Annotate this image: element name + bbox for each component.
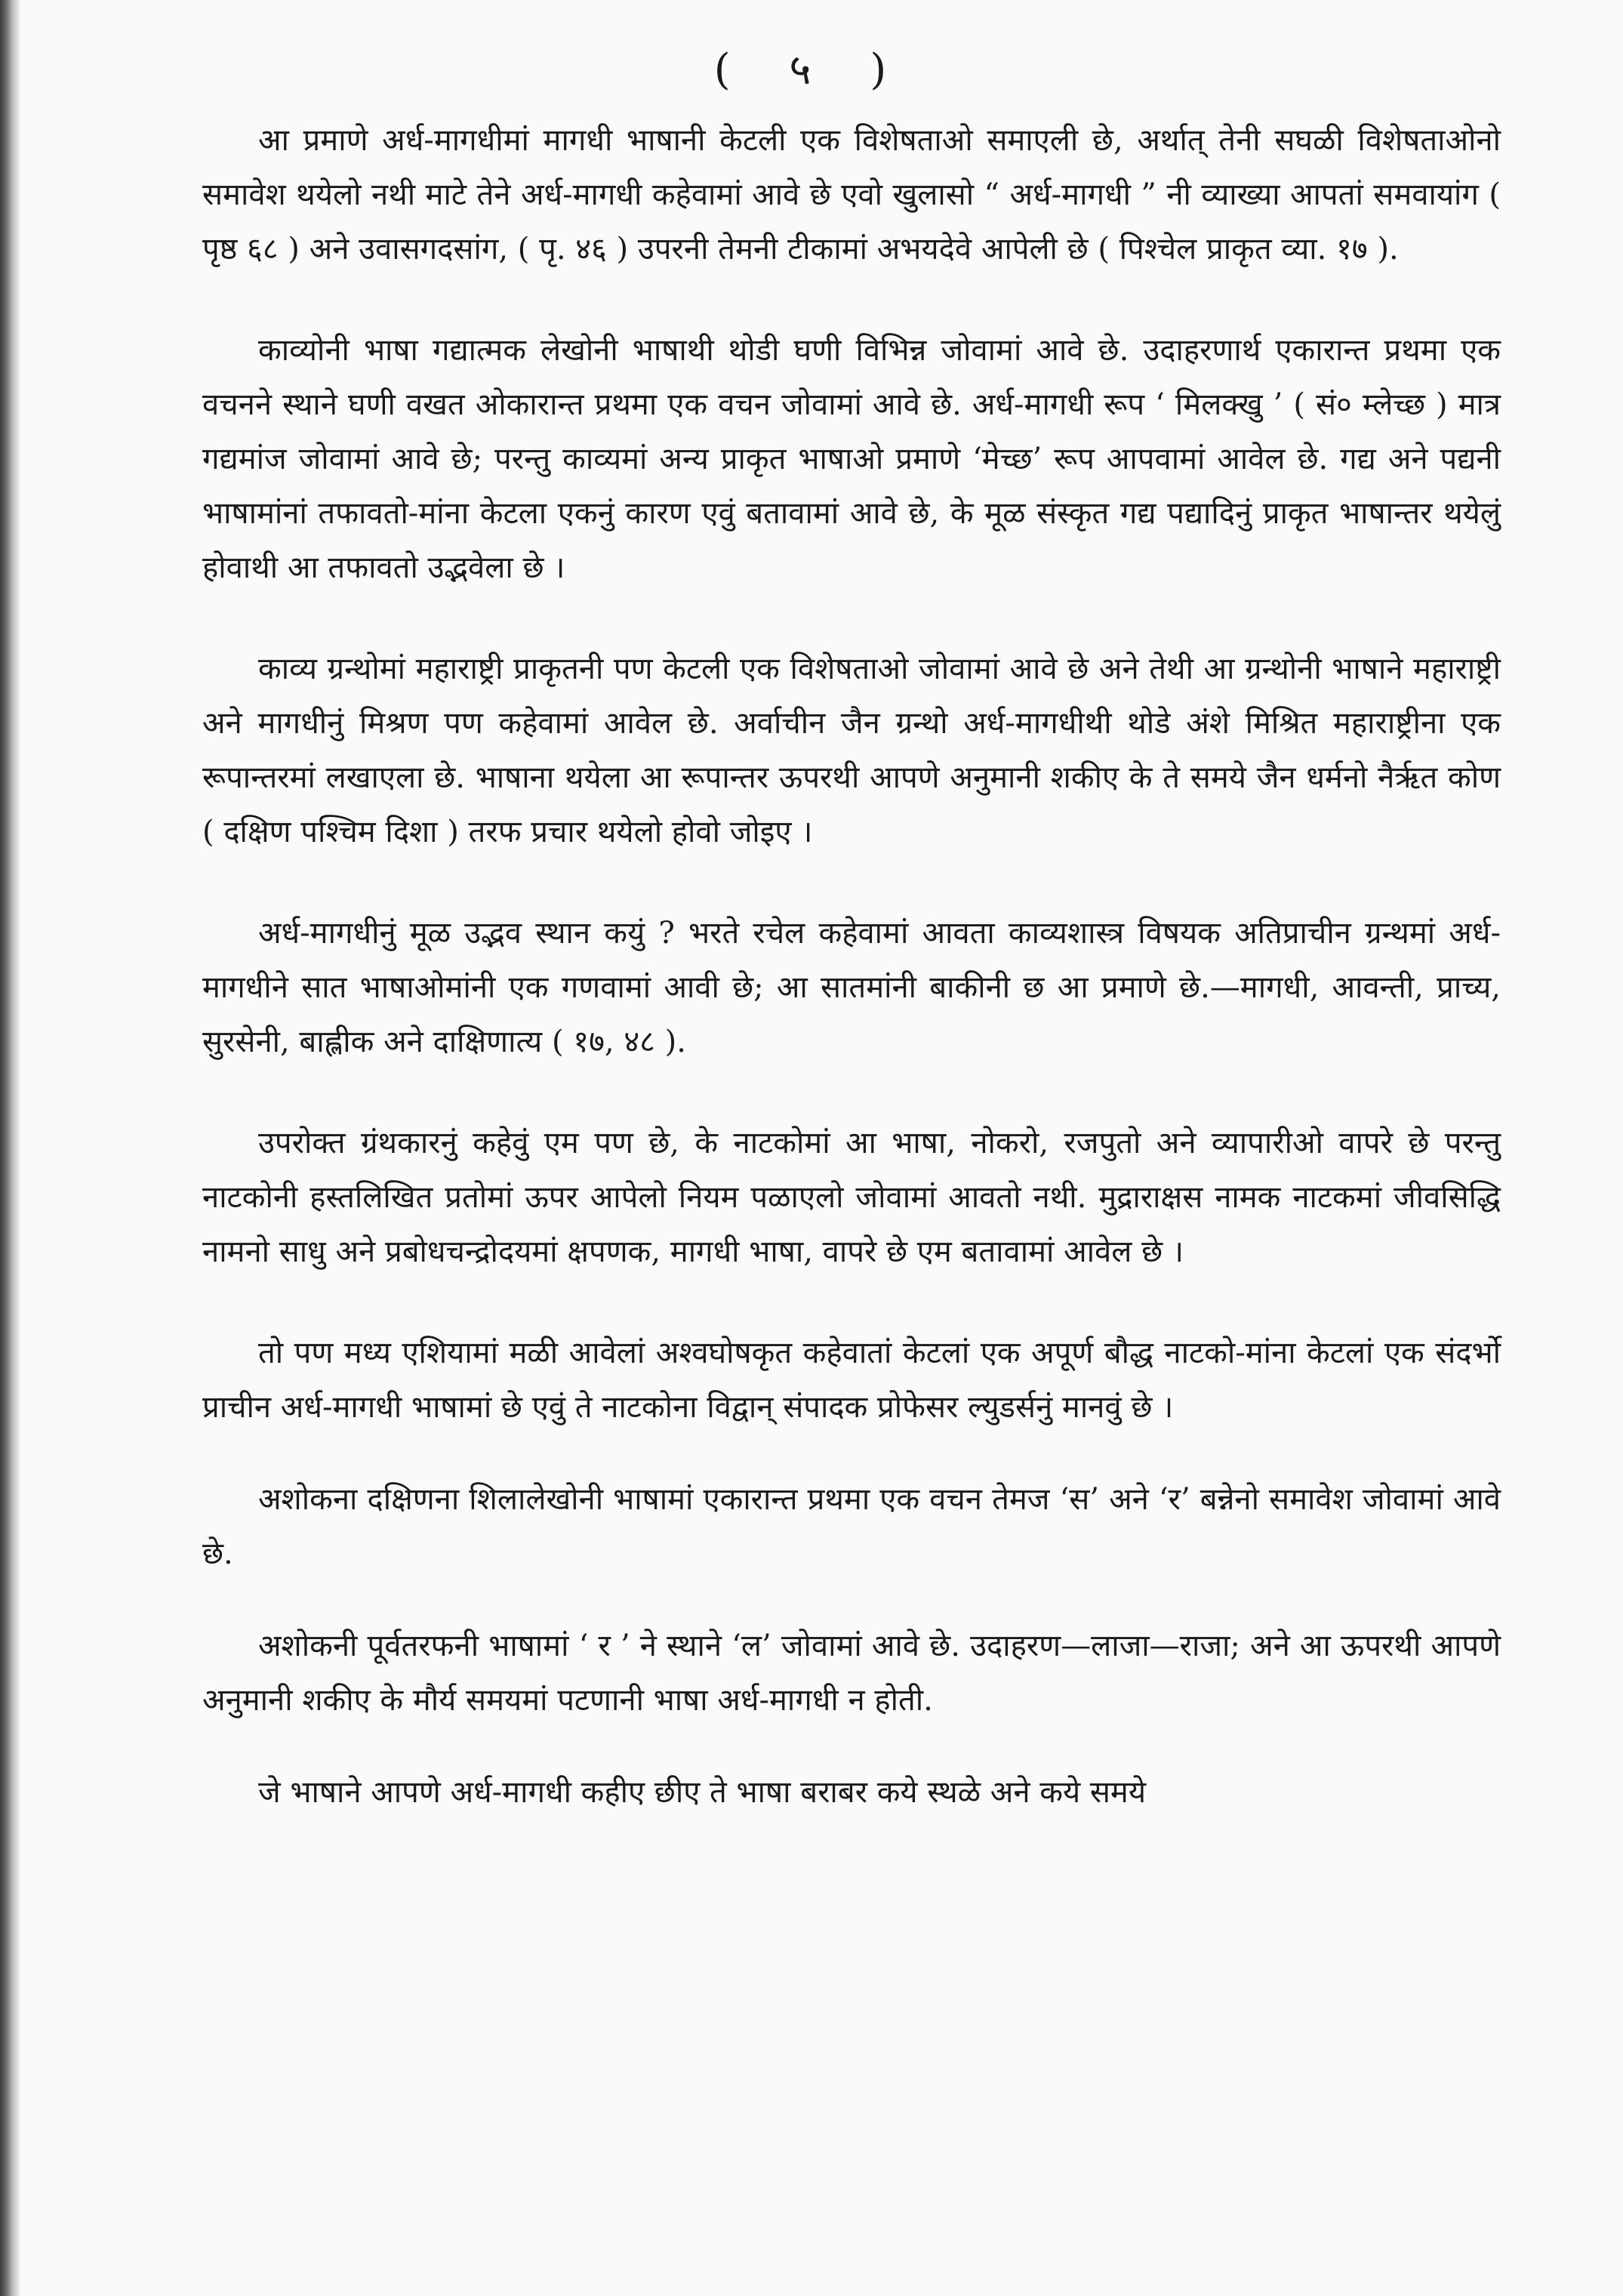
paragraph-3: काव्य ग्रन्थोमां महाराष्ट्री प्राकृतनी पण केटली एक विशेषताओ जोवामां आवे छे अने तेथी आ ग्रन्थोनी भाषाने महाराष्ट्री अने मागधीनुं मिश्रण पण कहेवामां आवेल छे. अर्वाचीन जैन ग्रन्थो अर्ध-मागधीथी थोडे अंशे मिश्रित महाराष्ट्रीना एक रूपान्तरमां लखाएला छे. भाषाना थयेला आ रूपान्तर ऊपरथी आपणे अनुमानी शकीए के ते समये जैन धर्मनो नैर्ऋत कोण ( दक्षिण पश्चिम दिशा ) तरफ प्रचार थयेलो होवो जोइए । <box>202 652 1501 849</box>
page-number: ( ५ ) <box>713 45 910 94</box>
page-body <box>202 113 1501 1857</box>
paragraph-6: तो पण मध्य एशियामां मळी आवेलां अश्वघोषकृत कहेवातां केटलां एक अपूर्ण बौद्ध नाटको-मांना केटलां एक संदर्भो प्राचीन अर्ध-मागधी भाषामां छे एवुं ते नाटकोना विद्वान् संपादक प्रोफेसर ल्युडर्सनुं मानवुं छे । <box>202 1336 1501 1425</box>
paragraph-7: अशोकना दक्षिणना शिलालेखोनी भाषामां एकारान्त प्रथमा एक वचन तेमज ‘स’ अने ‘र’ बन्नेनो समावेश जोवामां आवे छे. <box>202 1482 1501 1571</box>
paragraph-4: अर्ध-मागधीनुं मूळ उद्भव स्थान कयुं ? भरते रचेल कहेवामां आवता काव्यशास्त्र विषयक अतिप्राचीन ग्रन्थमां अर्ध-मागधीने सात भाषाओमांनी एक गणवामां आवी छे; आ सातमांनी बाकीनी छ आ प्रमाणे छे.—मागधी, आवन्ती, प्राच्य, सुरसेनी, बाह्लीक अने दाक्षिणात्य ( १७, ४८ ). <box>202 916 1501 1059</box>
paragraph-1: आ प्रमाणे अर्ध-मागधीमां मागधी भाषानी केटली एक विशेषताओ समाएली छे, अर्थात् तेनी सघळी विशेषताओनो समावेश थयेलो नथी माटे तेने अर्ध-मागधी कहेवामां आवे छे एवो खुलासो “ अर्ध-मागधी ” नी व्याख्या आपतां समवायांग ( पृष्ठ ६८ ) अने उवासगदसांग, ( पृ. ४६ ) उपरनी तेमनी टीकामां अभयदेवे आपेली छे ( पिश्चेल प्राकृत व्या. १७ ). <box>202 123 1501 267</box>
book-binding-edge <box>0 0 20 2296</box>
paragraph-2: काव्योनी भाषा गद्यात्मक लेखोनी भाषाथी थोडी घणी विभिन्न जोवामां आवे छे. उदाहरणार्थ एकारान्त प्रथमा एक वचनने स्थाने घणी वखत ओकारान्त प्रथमा एक वचन जोवामां आवे छे. अर्ध-मागधी रूप ‘ मिलक्खु ’ ( सं० म्लेच्छ ) मात्र गद्यमांज जोवामां आवे छे; परन्तु काव्यमां अन्य प्राकृत भाषाओ प्रमाणे ‘मेच्छ’ रूप आपवामां आवेल छे. गद्य अने पद्यनी भाषामांनां तफावतो-मांना केटला एकनुं कारण एवुं बतावामां आवे छे, के मूळ संस्कृत गद्य पद्यादिनुं प्राकृत भाषान्तर थयेलुं होवाथी आ तफावतो उद्भवेला छे । <box>202 333 1501 585</box>
paragraph-8: अशोकनी पूर्वतरफनी भाषामां ‘ र ’ ने स्थाने ‘ल’ जोवामां आवे छे. उदाहरण—लाजा—राजा; अने आ ऊपरथी आपणे अनुमानी शकीए के मौर्य समयमां पटणानी भाषा अर्ध-मागधी न होती. <box>202 1629 1501 1718</box>
paragraph-9: जे भाषाने आपणे अर्ध-मागधी कहीए छीए ते भाषा बराबर कये स्थळे अने कये समये <box>258 1775 1147 1810</box>
paragraph-5: उपरोक्त ग्रंथकारनुं कहेवुं एम पण छे, के नाटकोमां आ भाषा, नोकरो, रजपुतो अने व्यापारीओ वापरे छे परन्तु नाटकोनी हस्तलिखित प्रतोमां ऊपर आपेलो नियम पळाएलो जोवामां आवतो नथी. मुद्राराक्षस नामक नाटकमां जीवसिद्धि नामनो साधु अने प्रबोधचन्द्रोदयमां क्षपणक, मागधी भाषा, वापरे छे एम बतावामां आवेल छे । <box>202 1126 1501 1269</box>
